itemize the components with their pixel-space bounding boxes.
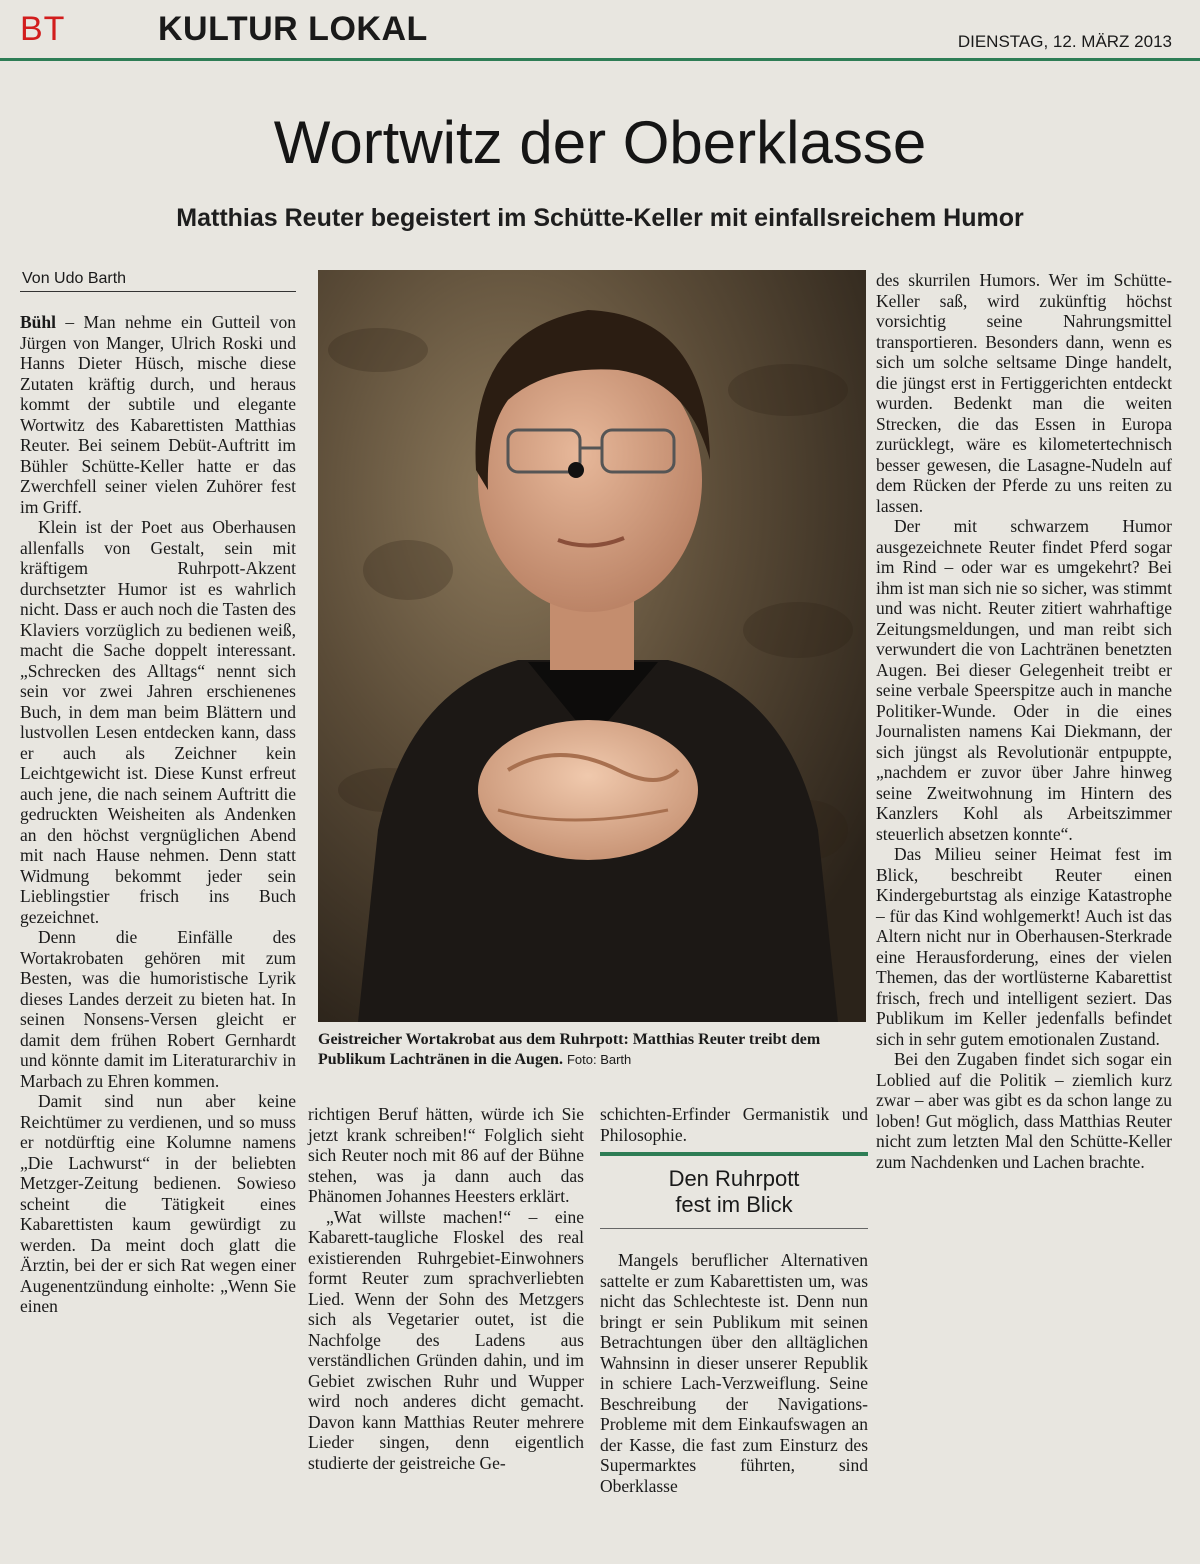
- newspaper-logo: BT: [20, 10, 66, 48]
- article-column-3: [600, 1250, 868, 1560]
- paragraph: Der mit schwarzem Humor ausgezeichnete Reuter findet Pferd sogar im Rind – oder war es umgekehrt? Bei ihm ist man sich nie so sicher, was stimmt und was nicht. Reuter zitiert wahrhaftige Zeitungsmeldungen, und man reibt sich verwundert die von Lachtränen benetzten Augen. Bei dieser Gelegenheit treibt er seine verbale Speerspitze auch in manche Politiker-Wunde. Oder in die eines Journalisten namens Kai Diekmann, der sich jüngst als Revolutionär entpuppte, „nachdem er zuvor über Jahre hinweg seine Zweitwohnung im Hintern des Kanzlers Kohl als Arbeitszimmer steuerlich absetzen konnte“.: [876, 516, 1172, 844]
- section-title: KULTUR LOKAL: [158, 10, 428, 48]
- paragraph: [20, 312, 296, 517]
- paragraph: Mangels beruflicher Alternativen sattelte er zum Kabarettisten um, was nicht das Schlechteste ist. Denn nun bringt er sein Publikum mit seinen Betrachtungen über den alltäglichen Wahnsinn in dieser unserer Republik in schiere Lach-Verzweiflung. Seine Beschreibung der Navigations-Probleme mit dem Einkaufswagen an der Kasse, die fast zum Einsturz des Supermarktes führten, sind Oberklasse: [600, 1250, 868, 1496]
- paragraph: des skurrilen Humors. Wer im Schütte-Keller saß, wird zukünftig höchst vorsichtig seine Nahrungsmittel transportieren. Besonders dann, wenn es sich um solche seltsame Dinge handelt, die jüngst erst in Fertiggerichten entdeckt wurden. Bedenkt man die weiten Strecken, die das Essen in Europa zurücklegt, wäre es kilometertechnisch besser gewesen, die Lasagne-Nudeln auf dem Rücken der Pferde zu uns reiten zu lassen.: [876, 270, 1172, 516]
- intermediate-heading-line: Den Ruhrpott: [668, 1166, 800, 1191]
- subheading-rule: [600, 1152, 868, 1156]
- paragraph: Klein ist der Poet aus Oberhausen allenfalls von Gestalt, sein mit kräftigem Ruhrpott-Akzent durchsetzter Humor ist es wahrlich nicht. Dass er auch noch die Tasten des Klaviers vorzüglich zu bedienen weiß, macht die Sache doppelt interessant. „Schrecken des Alltags“ nennt sich sein vor zwei Jahren erschienenes Buch, in dem man beim Blättern und lustvollen Lesen entdecken kann, dass er auch als Zeichner kein Leichtgewicht ist. Diese Kunst erfreut auch jene, die nach seinem Auftritt die gedruckten Weisheiten als Andenken an den höchst vergnüglichen Abend mit nach Hause nehmen. Denn statt Widmung bekommt jeder sein Lieblingstier frisch ins Buch gezeichnet.: [20, 517, 296, 927]
- issue-date: DIENSTAG, 12. MÄRZ 2013: [957, 32, 1172, 51]
- paragraph: Damit sind nun aber keine Reichtümer zu verdienen, und so muss er notdürftig eine Kolumne namens „Die Lachwurst“ in der beliebten Metzger-Zeitung bedienen. Sowieso scheint die Tätigkeit eines Kabarettisten kaum gewürdigt zu werden. Da meint doch glatt die Ärztin, bei der er sich Rat wegen einer Augenentzündung einholte: „Wenn Sie einen: [20, 1091, 296, 1316]
- dateline: Bühl: [20, 312, 56, 332]
- author-rule: [20, 291, 296, 292]
- header-rule: [0, 58, 1200, 61]
- article-column-4: [876, 270, 1172, 1560]
- article-photo: [318, 270, 866, 1022]
- paragraph: richtigen Beruf hätten, würde ich Sie jetzt krank schreiben!“ Folglich sieht sich Reuter noch mit 86 auf der Bühne stehen, was ja dann auch das Phänomen Johannes Heesters erklärt.: [308, 1104, 584, 1206]
- caption-text: Geistreicher Wortakrobat aus dem Ruhrpott: Matthias Reuter treibt dem Publikum Lachtränen in die Augen.: [318, 1031, 821, 1068]
- photo-credit: Foto: Barth: [566, 1052, 632, 1067]
- article-column-1: [20, 312, 296, 1562]
- paragraph: „Wat willste machen!“ – eine Kabarett-taugliche Floskel des real existierenden Ruhrgebiet-Einwohners formt Reuter zum sprachverliebten Lied. Wenn der Sohn des Metzgers sich als Vegetarier outet, ist die Nachfolge des Ladens aus verständlichen Gründen dahin, und im Gebiet zwischen Ruhr und Wupper wird noch anderes dicht gemacht. Davon kann Matthias Reuter mehrere Lieder singen, denn eigentlich studierte der geistreiche Ge-: [308, 1206, 584, 1473]
- article-author: Von Udo Barth: [22, 270, 127, 287]
- subheading-bottom-rule: [600, 1228, 868, 1229]
- paragraph: Denn die Einfälle des Wortakrobaten gehören mit zum Besten, was die humoristische Lyrik dieses Landes derzeit zu bieten hat. In seinen Nonsens-Versen gleicht er damit dem frühen Robert Gernhardt und könnte damit im Literaturarchiv in Marbach zu Ehren kommen.: [20, 927, 296, 1091]
- paragraph: Bei den Zugaben findet sich sogar ein Loblied auf die Politik – ziemlich kurz zwar – aber was gibt es da schon lange zu loben! Gut möglich, dass Matthias Reuter nicht zum letzten Mal den Schütte-Keller zum Nachdenken und Lachen brachte.: [876, 1049, 1172, 1172]
- article-column-2: [308, 1104, 584, 1560]
- paragraph-text: – Man nehme ein Gutteil von Jürgen von Manger, Ulrich Roski und Hanns Dieter Hüsch, mische diese Zutaten kräftig durch, und heraus kommt der subtile und elegante Wortwitz des Kabarettisten Matthias Reuter. Bei seinem Debüt-Auftritt im Bühler Schütte-Keller hatte er das Zwerchfell seiner vielen Zuhörer fest im Griff.: [20, 312, 296, 517]
- paragraph: schichten-Erfinder Germanistik und Philosophie.: [600, 1104, 868, 1145]
- performer-photo-illustration: [318, 270, 866, 1022]
- paragraph: Das Milieu seiner Heimat fest im Blick, beschreibt Reuter einen Kindergeburtstag als einzige Katastrophe – für das Kind wohlgemerkt! Auch ist das Altern nicht nur in Oberhausen-Sterkrade eine Herausforderung, eines der vielen Themen, das der wortlüsterne Kabarettist frisch, frech und intelligent seziert. Das Publikum im Keller jedenfalls befindet sich in sehr gutem emotionalen Zustand.: [876, 844, 1172, 1049]
- article-subheadline: Matthias Reuter begeistert im Schütte-Keller mit einfallsreichem Humor: [176, 204, 1024, 232]
- intermediate-heading-line: fest im Blick: [675, 1192, 793, 1217]
- photo-caption: [318, 1030, 870, 1070]
- article-headline: Wortwitz der Oberklasse: [273, 109, 927, 176]
- intermediate-heading: [600, 1166, 868, 1218]
